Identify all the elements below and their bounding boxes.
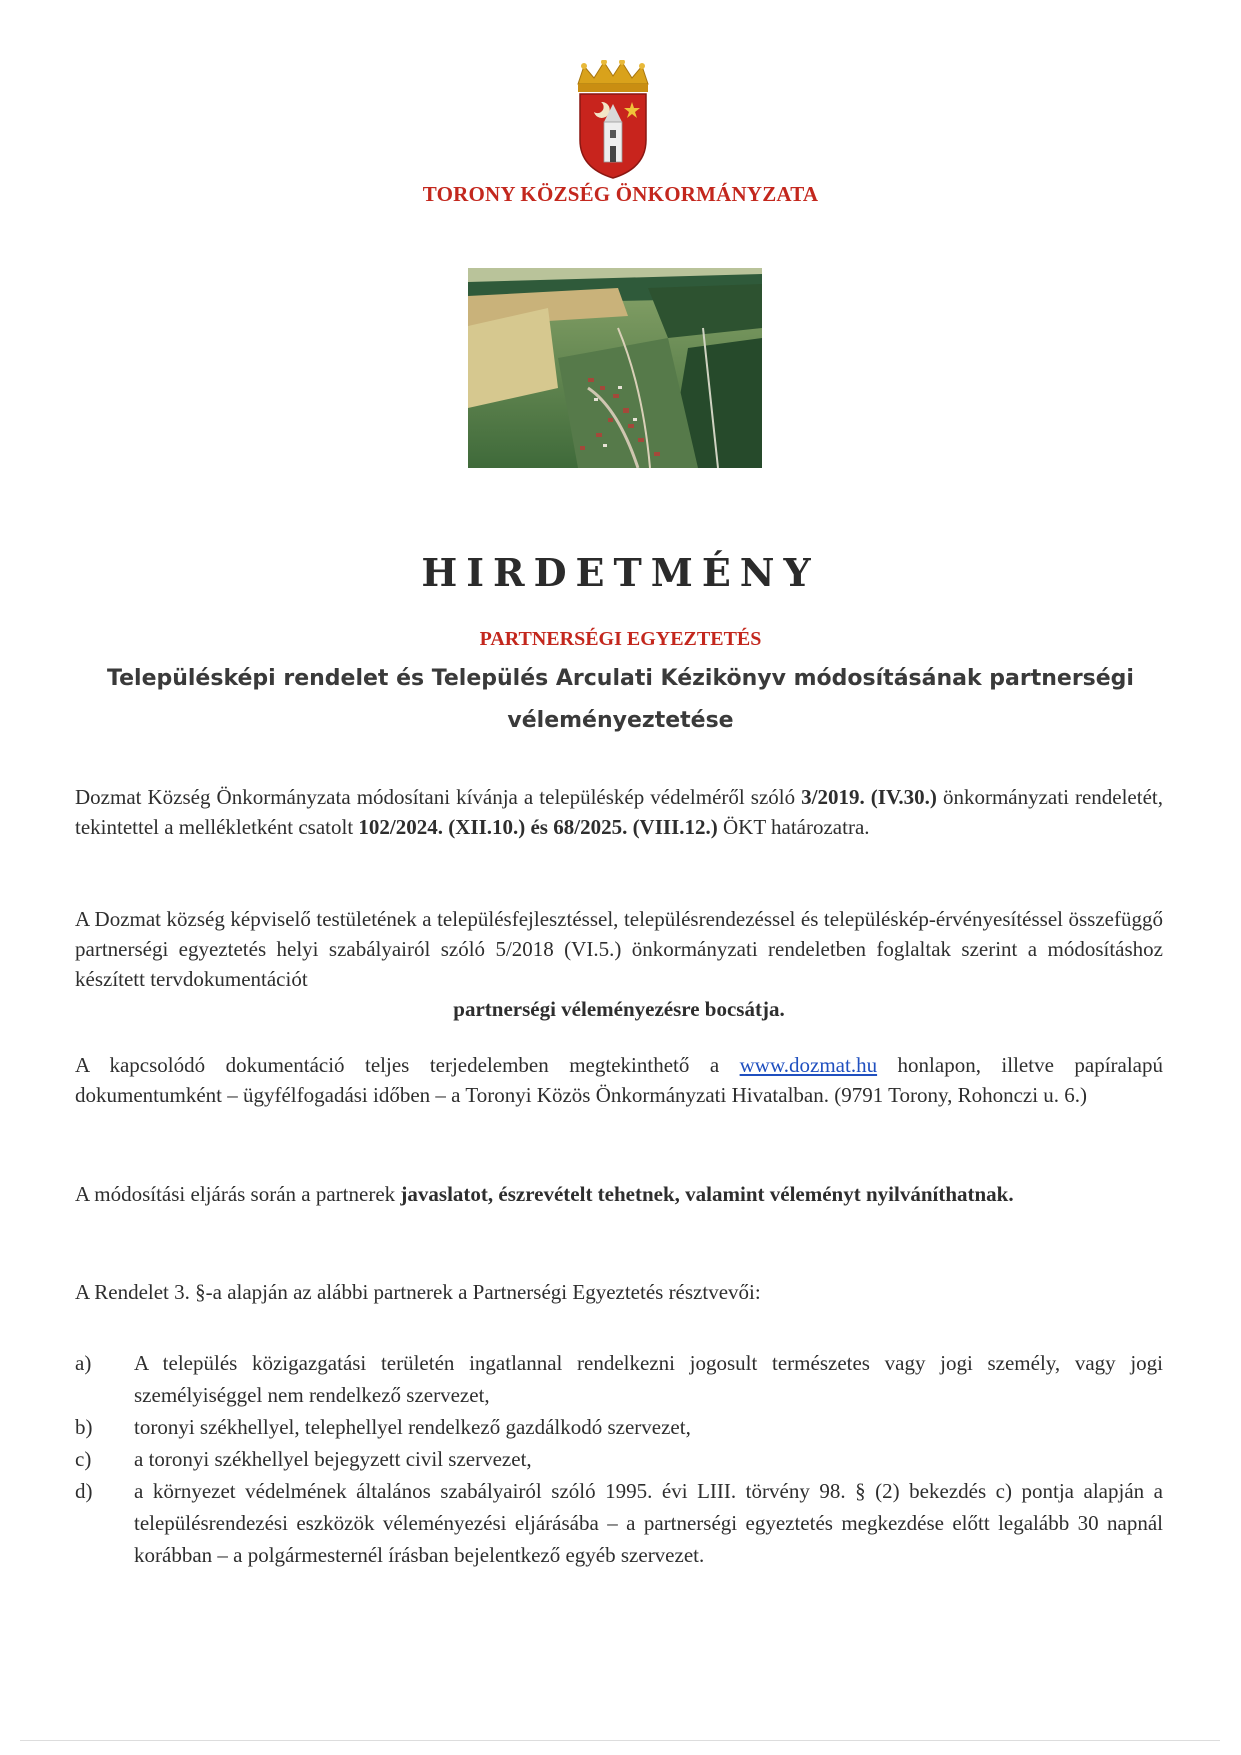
bottom-divider xyxy=(20,1740,1220,1741)
p3-text-b: honlapon, illetve papíralapú dokumentumként – ügyfélfogadási időben – a Toronyi Közös Önkormányzati Hivatalban. (9791 Torony, Rohonczi u. 6.) xyxy=(75,1053,1163,1107)
participants-list xyxy=(75,1347,1163,1571)
heading-line-2: véleményeztetése xyxy=(507,708,734,733)
page-title: HIRDETMÉNY xyxy=(421,550,820,595)
subtitle: PARTNERSÉGI EGYEZTETÉS xyxy=(479,628,762,650)
p3-text-a: A kapcsolódó dokumentáció teljes terjedelemben megtekinthető a xyxy=(75,1053,740,1077)
list-item-text: a toronyi székhellyel bejegyzett civil szervezet, xyxy=(134,1447,532,1471)
paragraph-4 xyxy=(75,1179,1163,1209)
paragraph-1 xyxy=(75,782,1163,842)
list-marker: a) xyxy=(75,1351,92,1375)
aerial-village-photo xyxy=(468,268,762,468)
paragraph-2 xyxy=(75,904,1163,1024)
organization-name: TORONY KÖZSÉG ÖNKORMÁNYZATA xyxy=(422,182,819,206)
document-heading xyxy=(100,658,1141,742)
p2-bold-line: partnerségi véleményezésre bocsátja. xyxy=(453,997,785,1021)
paragraph-3 xyxy=(75,1050,1163,1110)
list-marker: d) xyxy=(75,1479,93,1503)
list-item xyxy=(75,1411,1163,1443)
p1-text-a: Dozmat Község Önkormányzata módosítani kívánja a településkép védelméről szóló xyxy=(75,785,802,809)
paragraph-5: A Rendelet 3. §-a alapján az alábbi partnerek a Partnerségi Egyeztetés résztvevői: xyxy=(75,1280,761,1304)
p1-resolution-numbers: 102/2024. (XII.10.) és 68/2025. (VIII.12.) xyxy=(358,815,718,839)
p4-text-a: A módosítási eljárás során a partnerek xyxy=(75,1182,401,1206)
list-item-text: toronyi székhellyel, telephellyel rendelkező gazdálkodó szervezet, xyxy=(134,1415,691,1439)
p1-decree-number: 3/2019. (IV.30.) xyxy=(801,785,937,809)
website-link[interactable]: www.dozmat.hu xyxy=(739,1053,878,1077)
p1-text-c: önkormányzati rendeletét, tekintettel a mellékletként csatolt xyxy=(75,785,1163,839)
list-item xyxy=(75,1475,1163,1571)
list-marker: b) xyxy=(75,1415,93,1439)
p1-text-e: ÖKT határozatra. xyxy=(717,815,870,839)
p2-text: A Dozmat község képviselő testületének a településfejlesztéssel, településrendezéssel és településkép-érvényesítéssel összefüggő partnerségi egyeztetés helyi szabályairól szóló 5/2018 (VI.5.) önkormányzati rendeletben foglaltak szerint a módosításhoz készített tervdokumentációt xyxy=(75,907,1163,991)
list-marker: c) xyxy=(75,1447,92,1471)
list-item-text: a környezet védelmének általános szabályairól szóló 1995. évi LIII. törvény 98. § (2) bekezdés c) pontja alapján a településrendezési eszközök véleményezési eljárásába – a partnerségi egyeztetés megkezdése előtt legalább 30 napnál korábban – a polgármesternél írásban bejelentkező egyéb szervezet. xyxy=(134,1479,1163,1567)
list-item xyxy=(75,1347,1163,1411)
p4-bold-text: javaslatot, észrevételt tehetnek, valamint véleményt nyilváníthatnak. xyxy=(400,1182,1014,1206)
list-item xyxy=(75,1443,1163,1475)
coat-of-arms-icon xyxy=(570,60,656,180)
heading-line-1: Településképi rendelet és Település Arculati Kézikönyv módosításának partnerségi xyxy=(107,666,1134,691)
list-item-text: A település közigazgatási területén ingatlannal rendelkezni jogosult természetes vagy jogi személy, vagy jogi személyiséggel nem rendelkező szervezet, xyxy=(134,1351,1163,1407)
